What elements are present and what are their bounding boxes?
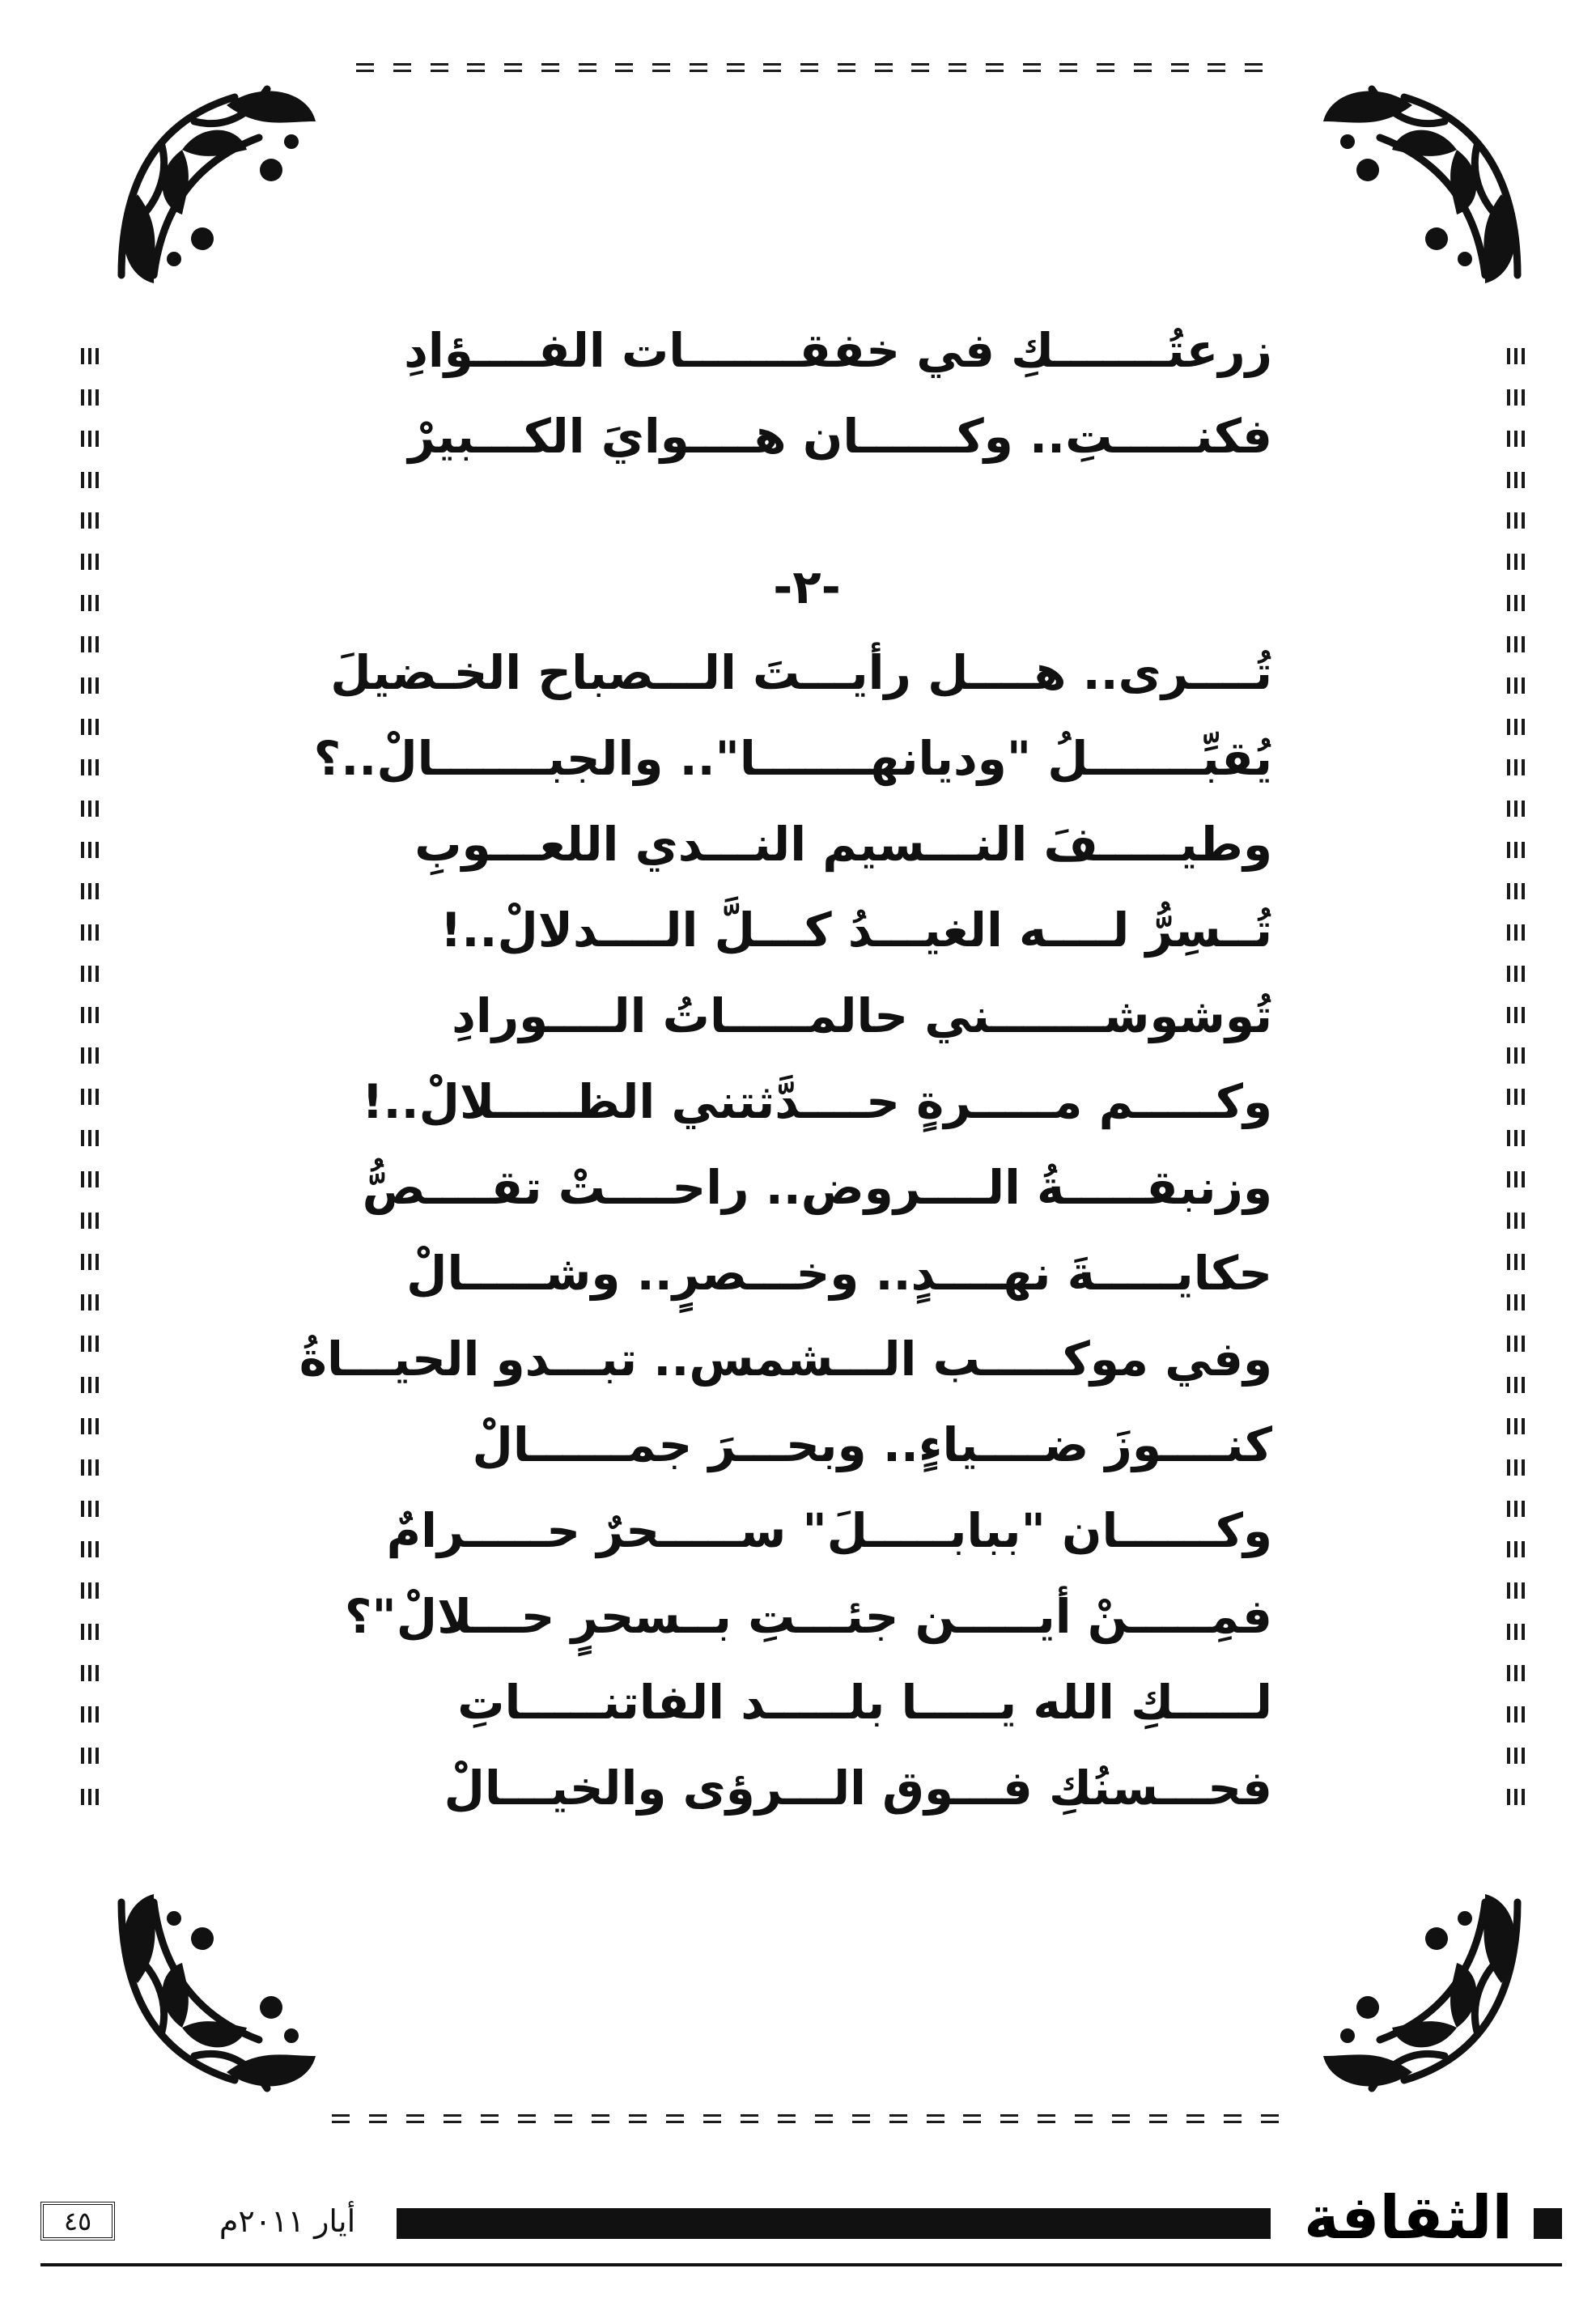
top-dashed-border — [356, 63, 1263, 72]
border-tick — [81, 1501, 99, 1517]
stanza-gap — [342, 479, 1272, 544]
border-tick — [1507, 1007, 1525, 1023]
right-side-border — [1507, 348, 1525, 1805]
border-tick — [81, 348, 99, 364]
border-dash — [949, 63, 966, 72]
border-tick — [81, 759, 99, 775]
page-number: ٤٥ — [40, 2202, 115, 2241]
border-tick — [1507, 1706, 1525, 1722]
border-dash — [986, 63, 1004, 72]
border-tick — [81, 1665, 99, 1681]
border-dash — [1059, 63, 1077, 72]
border-dash — [615, 63, 633, 72]
border-tick — [81, 1789, 99, 1805]
issue-date: أيار ٢٠١١م — [219, 2203, 356, 2239]
poem-line: وكــــــان "ببابـــــلَ" ســـــحرٌ حـــــرامٌ — [386, 1503, 1272, 1558]
footer-bar-end — [1534, 2208, 1562, 2239]
border-tick — [1507, 1254, 1525, 1270]
border-tick — [1507, 1501, 1525, 1517]
border-dash — [911, 63, 929, 72]
border-tick — [1507, 678, 1525, 694]
border-dash — [579, 63, 596, 72]
border-tick — [81, 924, 99, 941]
corner-ornament-icon — [1315, 73, 1534, 291]
border-tick — [1507, 883, 1525, 899]
border-dash — [800, 63, 818, 72]
border-dash — [504, 63, 522, 72]
poem-line: وطيـــــفَ النـــسيم النـــدي اللعـــوبِ — [414, 817, 1272, 872]
border-tick — [81, 389, 99, 406]
poem-line: كنــــوزَ ضــــياءٍ.. وبحـــرَ جمــــــالْ — [472, 1417, 1272, 1472]
footer-rule — [40, 2263, 1562, 2266]
border-tick — [1507, 842, 1525, 858]
border-dash — [1038, 2114, 1055, 2123]
border-tick — [81, 1459, 99, 1476]
poem-line: تُوشوشـــــــني حالمـــــاتُ الــــورادِ — [452, 988, 1272, 1043]
border-tick — [1507, 472, 1525, 488]
border-tick — [1507, 1459, 1525, 1476]
left-side-border — [81, 348, 99, 1805]
border-dash — [481, 2114, 499, 2123]
border-tick — [1507, 389, 1525, 406]
poem-line: حكايـــــةَ نهــــدٍ.. وخـــصرٍ.. وشـــــالْ — [406, 1246, 1272, 1301]
border-tick — [1507, 1336, 1525, 1352]
poem-line: وفي موكـــــب الـــشمس.. تبـــدو الحيـــاةُ — [299, 1332, 1272, 1387]
border-dash — [652, 63, 670, 72]
border-tick — [1507, 1418, 1525, 1434]
border-tick — [1507, 1130, 1525, 1146]
border-dash — [592, 2114, 609, 2123]
border-tick — [81, 1130, 99, 1146]
border-tick — [81, 554, 99, 570]
border-dash — [393, 63, 411, 72]
border-tick — [1507, 1089, 1525, 1105]
border-tick — [81, 966, 99, 982]
border-dash — [1097, 63, 1114, 72]
border-tick — [81, 842, 99, 858]
poem-line: وكـــــم مـــــرةٍ حــــدَّثتني الظـــــلالْ..! — [362, 1074, 1272, 1129]
border-dash — [763, 63, 781, 72]
border-tick — [81, 1582, 99, 1599]
corner-ornament-icon — [105, 73, 324, 291]
border-dash — [875, 63, 893, 72]
border-tick — [81, 1748, 99, 1764]
border-tick — [1507, 1541, 1525, 1557]
border-tick — [81, 1336, 99, 1352]
poem-line: فكنـــــتِ.. وكــــــان هــــوايَ الكـــبيرْ — [408, 409, 1272, 464]
border-tick — [81, 595, 99, 611]
poem-line: زرعتُـــــــكِ في خفقـــــــات الفــــؤادِ — [404, 323, 1272, 378]
border-tick — [1507, 1213, 1525, 1229]
border-dash — [963, 2114, 981, 2123]
border-tick — [81, 431, 99, 447]
border-dash — [444, 2114, 461, 2123]
border-dash — [431, 63, 448, 72]
border-tick — [1507, 1582, 1525, 1599]
border-dash — [369, 2114, 387, 2123]
border-tick — [1507, 801, 1525, 817]
border-dash — [1245, 63, 1263, 72]
border-dash — [741, 2114, 758, 2123]
border-tick — [1507, 1624, 1525, 1640]
border-dash — [1000, 2114, 1018, 2123]
poem-body — [299, 308, 1272, 1831]
border-tick — [81, 1047, 99, 1064]
border-tick — [81, 1213, 99, 1229]
border-tick — [81, 512, 99, 529]
border-tick — [81, 636, 99, 652]
border-tick — [1507, 924, 1525, 941]
border-dash — [703, 2114, 721, 2123]
border-dash — [1134, 63, 1152, 72]
border-dash — [1171, 63, 1189, 72]
border-dash — [541, 63, 559, 72]
border-tick — [1507, 759, 1525, 775]
border-tick — [81, 678, 99, 694]
border-tick — [1507, 1377, 1525, 1393]
border-tick — [81, 1541, 99, 1557]
section-number: -٢- — [773, 559, 841, 614]
border-tick — [81, 1624, 99, 1640]
border-tick — [1507, 719, 1525, 735]
border-dash — [356, 63, 374, 72]
border-dash — [406, 2114, 424, 2123]
border-tick — [1507, 595, 1525, 611]
border-dash — [838, 63, 855, 72]
border-tick — [81, 719, 99, 735]
border-dash — [332, 2114, 350, 2123]
poem-line: فحـــسنُكِ فـــوق الـــرؤى والخيـــالْ — [444, 1761, 1272, 1816]
border-tick — [81, 883, 99, 899]
poem-line: وزنبقـــــةُ الــــروض.. راحــــتْ تقــــصُّ — [362, 1160, 1272, 1215]
border-dash — [1075, 2114, 1093, 2123]
border-tick — [1507, 1294, 1525, 1310]
border-tick — [1507, 1748, 1525, 1764]
poem-line: لـــــكِ الله يـــــا بلـــــد الفاتنـــــاتِ — [457, 1675, 1272, 1730]
border-tick — [81, 1377, 99, 1393]
border-tick — [1507, 1665, 1525, 1681]
border-dash — [927, 2114, 944, 2123]
border-tick — [1507, 636, 1525, 652]
border-dash — [467, 63, 485, 72]
border-tick — [1507, 512, 1525, 529]
poem-line: تُــسِرُّ لــــه الغيـــدُ كـــلَّ الــــدلالْ..! — [439, 903, 1272, 958]
page-footer — [40, 2177, 1562, 2275]
border-dash — [889, 2114, 907, 2123]
border-dash — [1023, 63, 1041, 72]
border-dash — [1261, 2114, 1279, 2123]
bottom-dashed-border — [332, 2114, 1279, 2123]
magazine-logo: الثقافة — [1304, 2183, 1513, 2253]
border-tick — [1507, 1047, 1525, 1064]
border-tick — [81, 1418, 99, 1434]
border-tick — [81, 1254, 99, 1270]
border-tick — [81, 801, 99, 817]
footer-bar — [397, 2208, 1271, 2239]
border-dash — [1208, 63, 1225, 72]
border-dash — [554, 2114, 572, 2123]
border-dash — [852, 2114, 870, 2123]
border-tick — [81, 1089, 99, 1105]
border-dash — [1224, 2114, 1242, 2123]
border-dash — [1186, 2114, 1204, 2123]
border-dash — [778, 2114, 796, 2123]
border-dash — [518, 2114, 536, 2123]
border-dash — [1112, 2114, 1130, 2123]
border-tick — [1507, 1789, 1525, 1805]
border-tick — [81, 1171, 99, 1187]
border-tick — [1507, 348, 1525, 364]
corner-ornament-icon — [1315, 1886, 1534, 2105]
border-tick — [81, 1706, 99, 1722]
border-dash — [666, 2114, 684, 2123]
border-tick — [81, 472, 99, 488]
border-dash — [629, 2114, 647, 2123]
border-tick — [1507, 1171, 1525, 1187]
border-dash — [727, 63, 745, 72]
poem-line: تُــــرى.. هــــل رأيـــتَ الـــصباح الخـضيلَ — [330, 645, 1272, 700]
border-dash — [690, 63, 707, 72]
border-tick — [81, 1007, 99, 1023]
border-tick — [1507, 966, 1525, 982]
border-tick — [1507, 431, 1525, 447]
border-tick — [1507, 554, 1525, 570]
border-dash — [1149, 2114, 1167, 2123]
corner-ornament-icon — [105, 1886, 324, 2105]
poem-line: يُقبِّـــــــلُ "وديانهـــــــا".. والجبـــــــالْ..؟ — [313, 731, 1272, 786]
poem-line: فمِـــــنْ أيـــــن جئـــتِ بــسحرٍ حـــلالْ"؟ — [344, 1589, 1272, 1644]
border-dash — [815, 2114, 833, 2123]
border-tick — [81, 1294, 99, 1310]
